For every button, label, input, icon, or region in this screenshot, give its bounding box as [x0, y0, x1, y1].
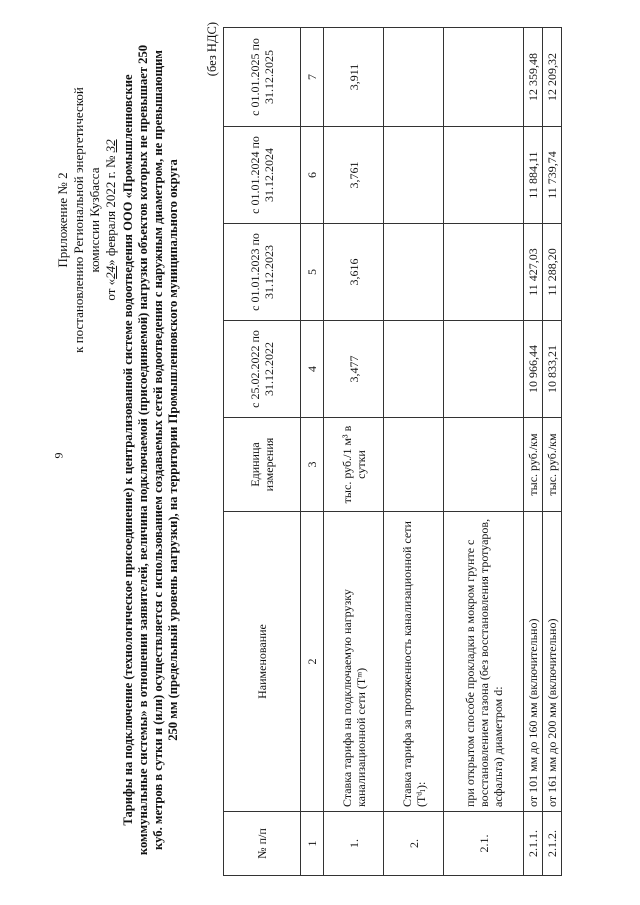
row-value-2025: 12 209,32: [543, 28, 562, 127]
row-value-2025: [384, 28, 444, 127]
row-value-2025: [444, 28, 524, 127]
appendix-line-4: от «24» февраля 2022 г. № 32: [103, 139, 118, 301]
col-number: 1: [301, 812, 324, 876]
row-value-2022: 3,477: [324, 321, 384, 418]
row-no: 2.1.2.: [543, 812, 562, 876]
table-row: [543, 28, 562, 876]
row-unit: тыс. руб./1 м³ в сутки: [324, 418, 384, 512]
row-no: 2.1.1.: [524, 812, 543, 876]
appendix-block: [55, 20, 119, 420]
document-title: Тарифы на подключение (технологическое присоединение) к централизованной системе водоотведения ООО «Промышленновские коммунальные системы» в отношении заявителей, величина подключаемой (присоединяемой) нагрузки объектов которых не превышает 250 куб. метров в сутки и (или) осуществляется с использованием создаваемых сетей водоотведения с наружным диаметром, не превышающим 250 мм (предельный уровень нагрузки), на территории Промышленновского муниципального округа: [121, 44, 180, 856]
row-no: 2.1.: [444, 812, 524, 876]
row-value-2022: [444, 321, 524, 418]
col-header-unit: Единица измерения: [224, 418, 301, 512]
table-row: [384, 28, 444, 876]
decree-day: 24: [103, 265, 118, 279]
row-name: Ставка тарифа за протяженность канализационной сети (Тᵈₗ):: [384, 512, 444, 812]
row-unit: [384, 418, 444, 512]
row-value-2023: 11 427,03: [524, 224, 543, 321]
row-value-2025: 3,911: [324, 28, 384, 127]
appendix-line-3: комиссии Кузбасса: [87, 167, 102, 273]
appendix-line-1: Приложение № 2: [55, 172, 70, 268]
row-value-2024: [384, 127, 444, 224]
row-unit: тыс. руб./км: [524, 418, 543, 512]
page-number: 9: [51, 452, 66, 459]
row-value-2022: 10 966,44: [524, 321, 543, 418]
row-value-2024: 11 884,11: [524, 127, 543, 224]
col-number: 7: [301, 28, 324, 127]
row-name: Ставка тарифа на подключаемую нагрузку канализационной сети (Тᵐ): [324, 512, 384, 812]
row-value-2023: [384, 224, 444, 321]
header-row: [224, 28, 301, 876]
row-value-2024: 3,761: [324, 127, 384, 224]
row-name: от 161 мм до 200 мм (включительно): [543, 512, 562, 812]
rotated-page-content: [37, 20, 637, 880]
row-unit: [444, 418, 524, 512]
row-name: при открытом способе прокладки в мокром грунте с восстановлением газона (без восстановления тротуаров, асфальта) диаметром d:: [444, 512, 524, 812]
column-number-row: [301, 28, 324, 876]
row-value-2023: [444, 224, 524, 321]
table-row: [444, 28, 524, 876]
col-number: 4: [301, 321, 324, 418]
row-value-2023: 11 288,20: [543, 224, 562, 321]
col-number: 6: [301, 127, 324, 224]
col-header-no: № п/п: [224, 812, 301, 876]
row-no: 2.: [384, 812, 444, 876]
col-header-name: Наименование: [224, 512, 301, 812]
row-value-2023: 3,616: [324, 224, 384, 321]
row-value-2022: [384, 321, 444, 418]
row-value-2022: 10 833,21: [543, 321, 562, 418]
row-value-2025: 12 359,48: [524, 28, 543, 127]
row-name: от 101 мм до 160 мм (включительно): [524, 512, 543, 812]
col-number: 5: [301, 224, 324, 321]
col-number: 3: [301, 418, 324, 512]
row-unit: тыс. руб./км: [543, 418, 562, 512]
row-value-2024: [444, 127, 524, 224]
tariff-table: [223, 27, 562, 876]
col-number: 2: [301, 512, 324, 812]
col-header-2023: с 01.01.2023 по 31.12.2023: [224, 224, 301, 321]
decree-number: 32: [103, 139, 118, 153]
row-no: 1.: [324, 812, 384, 876]
row-value-2024: 11 739,74: [543, 127, 562, 224]
col-header-2025: с 01.01.2025 по 31.12.2025: [224, 28, 301, 127]
table-row: [524, 28, 543, 876]
appendix-line-2: к постановлению Региональной энергетической: [71, 87, 86, 353]
table-row: [324, 28, 384, 876]
col-header-2022: с 25.02.2022 по 31.12.2022: [224, 321, 301, 418]
col-header-2024: с 01.01.2024 по 31.12.2024: [224, 127, 301, 224]
vat-note: (без НДС): [205, 22, 219, 77]
